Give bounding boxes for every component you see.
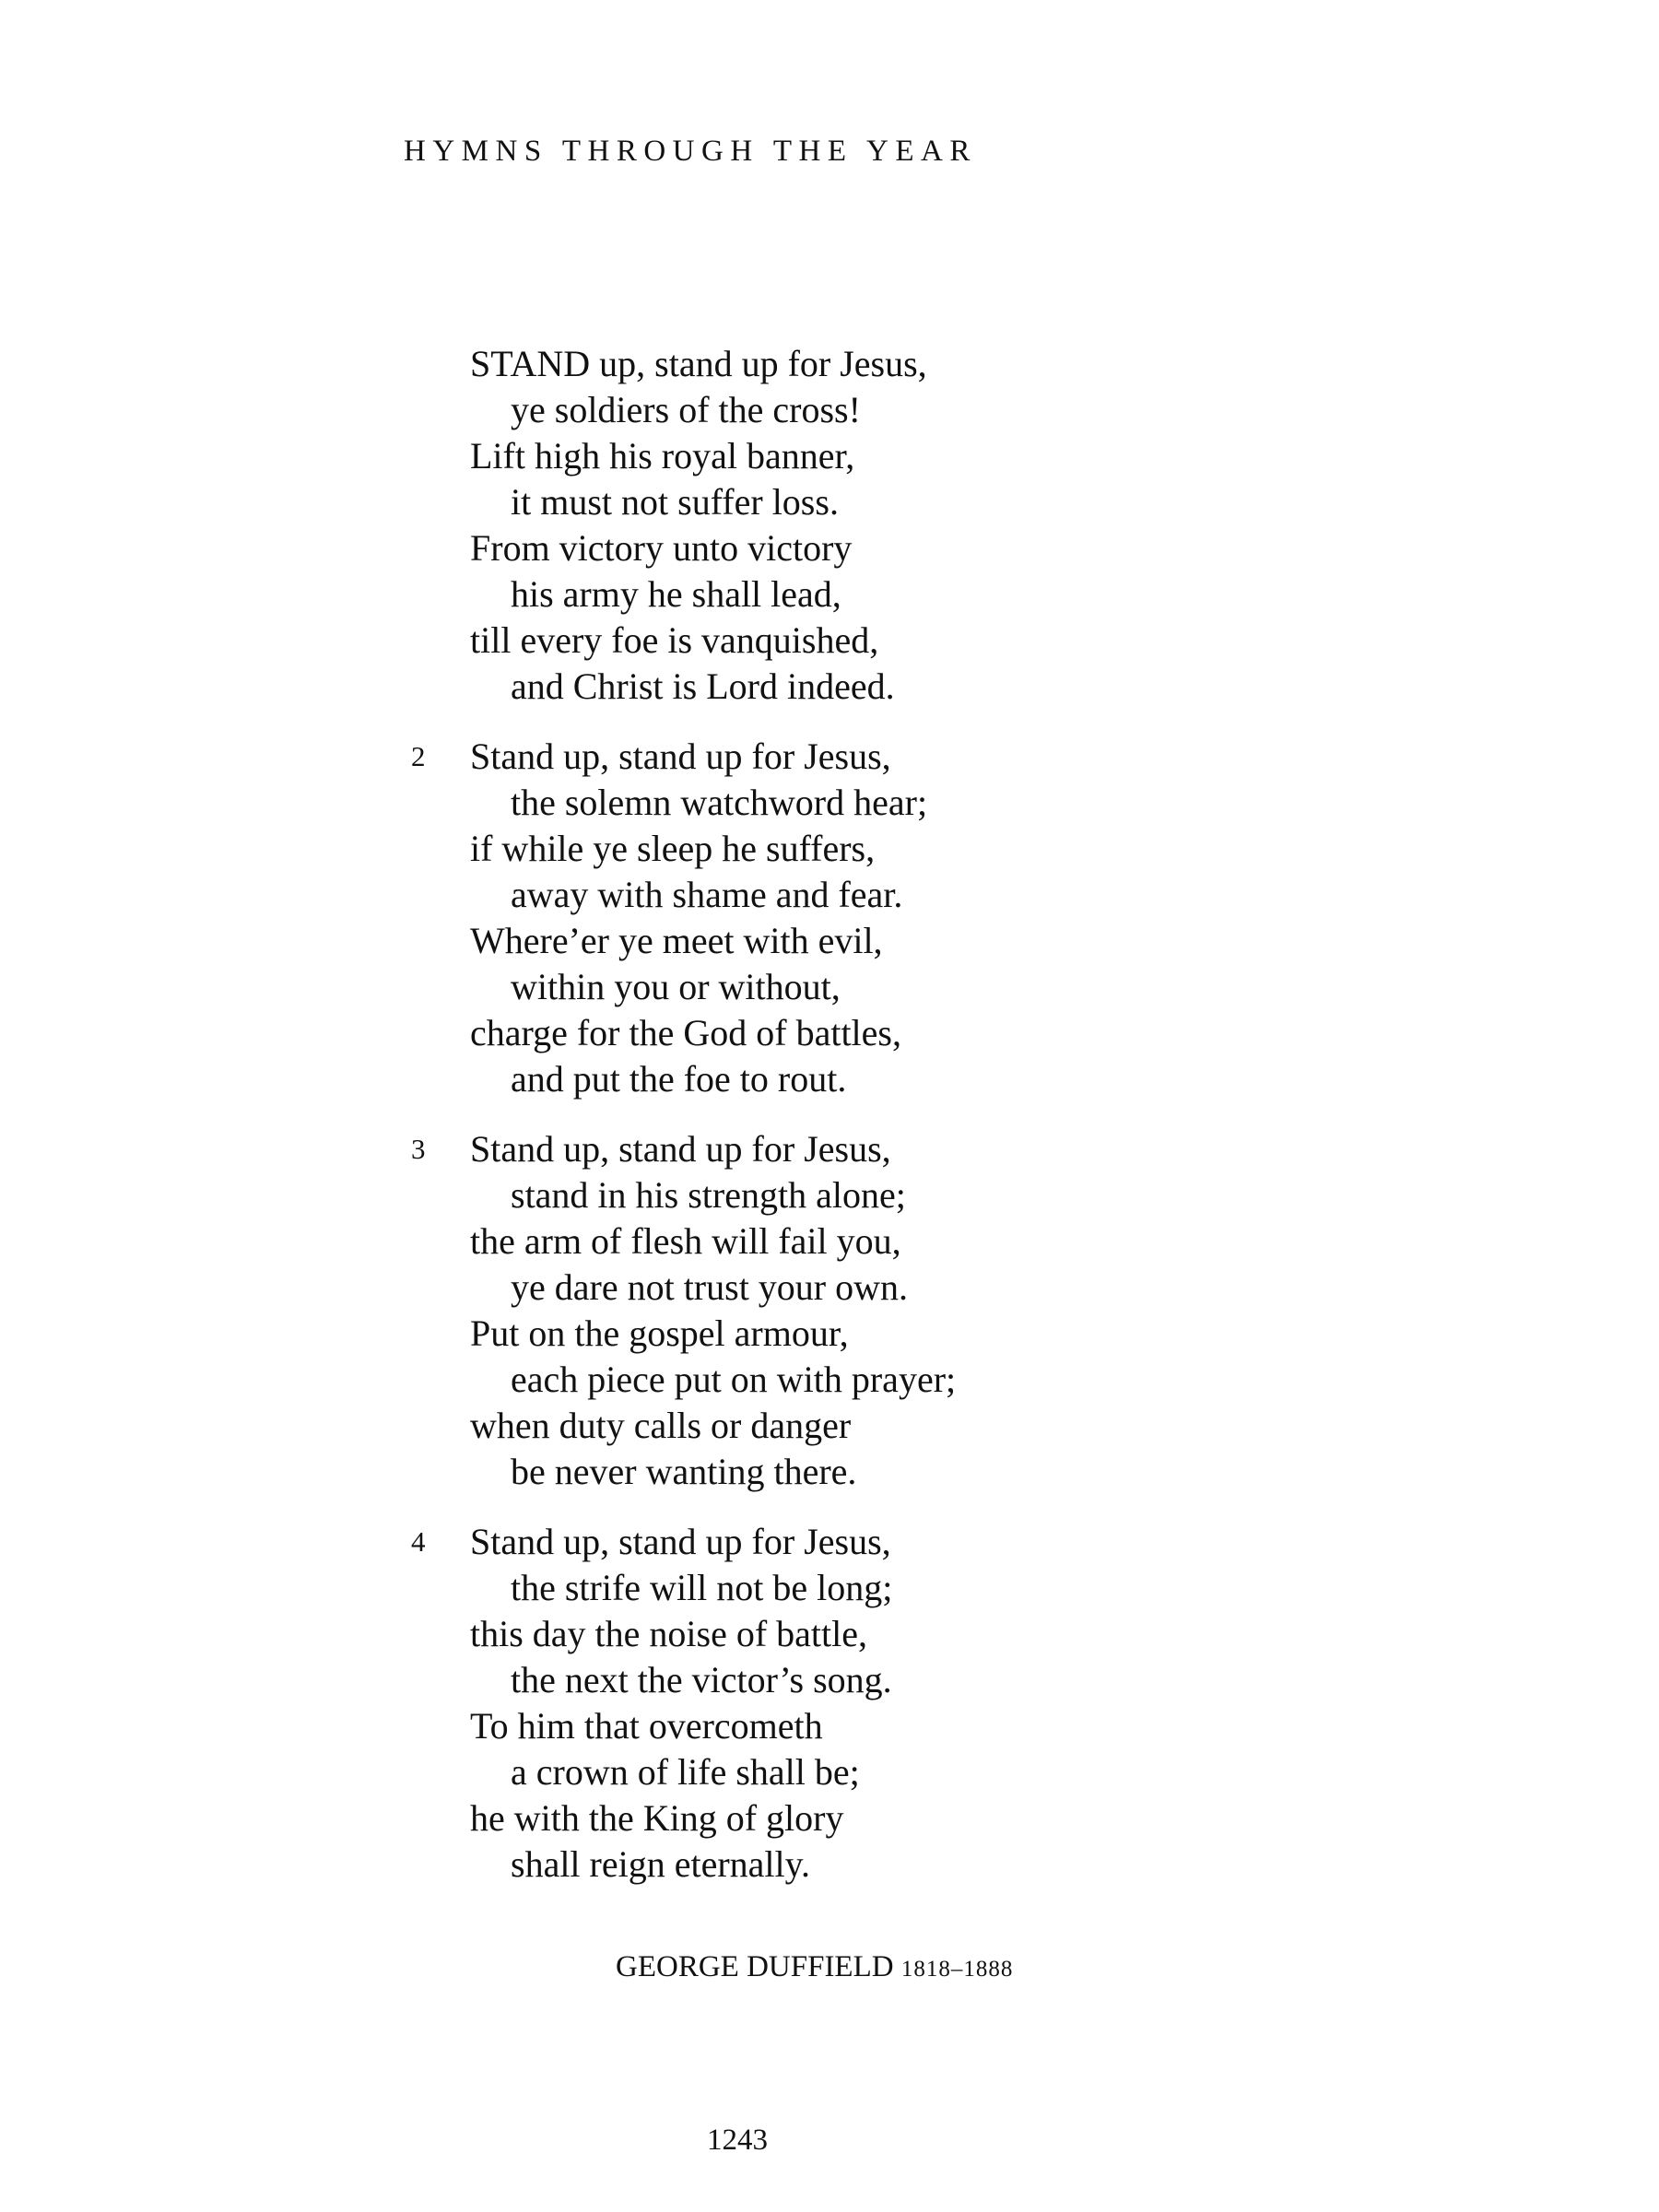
verse-line: be never wanting there.	[511, 1451, 857, 1492]
verse-line: this day the noise of battle,	[470, 1613, 868, 1654]
author-attribution	[616, 1947, 1013, 1990]
verse-number: 2	[411, 740, 426, 772]
verse-line: when duty calls or danger	[470, 1405, 852, 1446]
verse-line: ye soldiers of the cross!	[511, 389, 861, 430]
running-head: HYMNS THROUGH THE YEAR	[404, 135, 977, 168]
verse-line: Stand up, stand up for Jesus,	[470, 1128, 891, 1170]
verse-line: STAND up, stand up for Jesus,	[470, 343, 927, 384]
author-dates: 1818–1888	[900, 1957, 1014, 1982]
verse-line: if while ye sleep he suffers,	[470, 828, 876, 869]
verse-2	[411, 734, 1392, 1102]
verse-line: he with the King of glory	[470, 1797, 844, 1839]
verse-line: the strife will not be long;	[511, 1567, 893, 1608]
verse-line: the next the victor’s song.	[511, 1659, 892, 1700]
verse-line: Put on the gospel armour,	[470, 1312, 849, 1354]
page-number: 1243	[707, 2124, 768, 2157]
verse-line: and put the foe to rout.	[511, 1058, 847, 1100]
hymn-text	[411, 341, 1392, 1912]
verse-line: each piece put on with prayer;	[511, 1359, 957, 1400]
verse-line: it must not suffer loss.	[511, 481, 839, 523]
verse-line: To him that overcometh	[470, 1705, 823, 1747]
verse-line: and Christ is Lord indeed.	[511, 665, 895, 707]
verse-line: Where’er ye meet with evil,	[470, 920, 883, 961]
verse-line: away with shame and fear.	[511, 874, 903, 915]
author-name: GEORGE DUFFIELD	[616, 1950, 894, 1983]
verse-line: the arm of flesh will fail you,	[470, 1220, 901, 1262]
verse-line: ye dare not trust your own.	[511, 1266, 909, 1308]
verse-line: Lift high his royal banner,	[470, 435, 855, 477]
verse-line: stand in his strength alone;	[511, 1174, 906, 1216]
verse-line: the solemn watchword hear;	[511, 782, 928, 823]
verse-line: shall reign eternally.	[511, 1843, 811, 1885]
verse-line: a crown of life shall be;	[511, 1751, 860, 1793]
verse-line: Stand up, stand up for Jesus,	[470, 1521, 891, 1562]
verse-number: 4	[411, 1525, 426, 1558]
verse-1	[470, 341, 1392, 710]
verse-line: From victory unto victory	[470, 527, 853, 569]
verse-number: 3	[411, 1133, 426, 1165]
verse-line: charge for the God of battles,	[470, 1012, 901, 1053]
verse-line: within you or without,	[511, 966, 841, 1007]
verse-line: his army he shall lead,	[511, 573, 841, 615]
verse-4	[411, 1519, 1392, 1888]
verse-3	[411, 1126, 1392, 1495]
verse-line: till every foe is vanquished,	[470, 619, 879, 661]
verse-line: Stand up, stand up for Jesus,	[470, 735, 891, 777]
